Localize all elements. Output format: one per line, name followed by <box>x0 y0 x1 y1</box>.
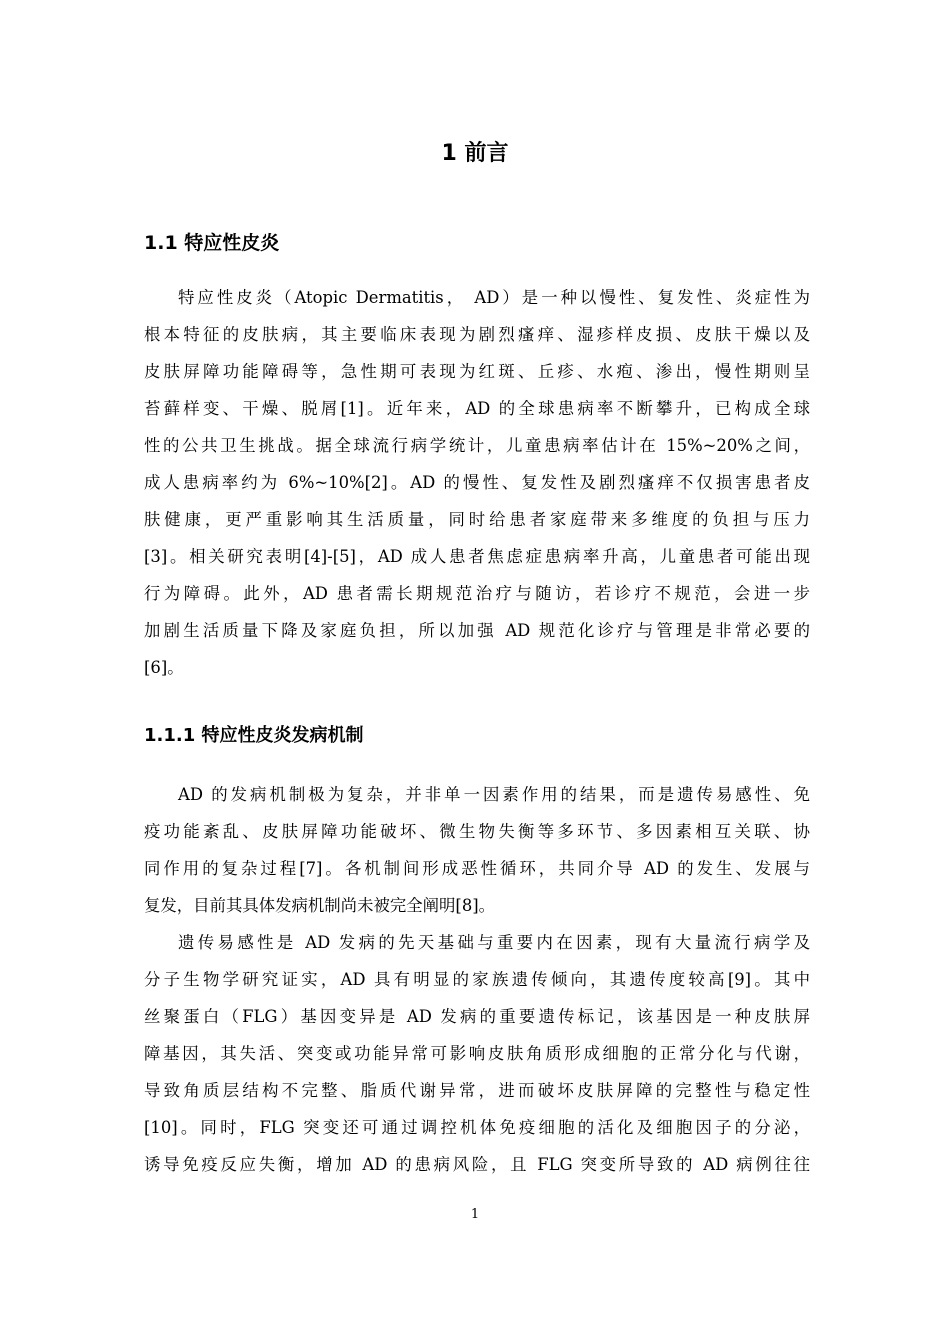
paragraph-line: 加剧生活质量下降及家庭负担，所以加强 AD 规范化诊疗与管理是非常必要的 <box>144 621 810 640</box>
paragraph-line: 成人患病率约为 6%~10%[2]。AD 的慢性、复发性及剧烈瘙痒不仅损害患者皮 <box>144 473 810 492</box>
paragraph-line: AD 的发病机制极为复杂，并非单一因素作用的结果，而是遗传易感性、免 <box>178 785 810 804</box>
paragraph-line: 肤健康，更严重影响其生活质量，同时给患者家庭带来多维度的负担与压力 <box>144 510 810 529</box>
paragraph-line: 皮肤屏障功能障碍等，急性期可表现为红斑、丘疹、水疱、渗出，慢性期则呈 <box>144 362 810 381</box>
subsection-title: 1.1.1 特应性皮炎发病机制 <box>144 725 364 746</box>
section-title: 1.1 特应性皮炎 <box>144 232 280 254</box>
paragraph-line: 分子生物学研究证实，AD 具有明显的家族遗传倾向，其遗传度较高[9]。其中 <box>144 970 810 989</box>
paragraph-line: 障基因，其失活、突变或功能异常可影响皮肤角质形成细胞的正常分化与代谢， <box>144 1044 810 1063</box>
paragraph-line: [10]。同时，FLG 突变还可通过调控机体免疫细胞的活化及细胞因子的分泌， <box>144 1118 810 1137</box>
paragraph-line: 苔藓样变、干燥、脱屑[1]。近年来，AD 的全球患病率不断攀升，已构成全球 <box>144 399 810 418</box>
paragraph-line: 复发，目前其具体发病机制尚未被完全阐明[8]。 <box>144 896 496 915</box>
paragraph-line: [3]。相关研究表明[4]-[5]，AD 成人患者焦虑症患病率升高，儿童患者可能出现 <box>144 547 810 566</box>
chapter-title: 1 前言 <box>441 141 509 166</box>
paragraph-line: 特应性皮炎（Atopic Dermatitis， AD）是一种以慢性、复发性、炎症性为 <box>178 288 810 307</box>
paragraph-1 <box>144 279 810 686</box>
paragraph-line: 诱导免疫反应失衡，增加 AD 的患病风险，且 FLG 突变所导致的 AD 病例往往 <box>144 1155 810 1174</box>
paragraph-line: 导致角质层结构不完整、脂质代谢异常，进而破坏皮肤屏障的完整性与稳定性 <box>144 1081 810 1100</box>
paragraph-2 <box>144 776 810 924</box>
paragraph-line: 丝聚蛋白（FLG）基因变异是 AD 发病的重要遗传标记，该基因是一种皮肤屏 <box>144 1007 810 1026</box>
page-number: 1 <box>470 1207 480 1222</box>
paragraph-3 <box>144 924 810 1183</box>
paragraph-line: 遗传易感性是 AD 发病的先天基础与重要内在因素，现有大量流行病学及 <box>178 933 810 952</box>
paragraph-line: 疫功能紊乱、皮肤屏障功能破坏、微生物失衡等多环节、多因素相互关联、协 <box>144 822 810 841</box>
paragraph-line: 同作用的复杂过程[7]。各机制间形成恶性循环，共同介导 AD 的发生、发展与 <box>144 859 810 878</box>
paragraph-line: 行为障碍。此外，AD 患者需长期规范治疗与随访，若诊疗不规范，会进一步 <box>144 584 810 603</box>
paragraph-line: 性的公共卫生挑战。据全球流行病学统计，儿童患病率估计在 15%~20%之间， <box>144 436 810 455</box>
paragraph-line: [6]。 <box>144 658 184 677</box>
paragraph-line: 根本特征的皮肤病，其主要临床表现为剧烈瘙痒、湿疹样皮损、皮肤干燥以及 <box>144 325 810 344</box>
